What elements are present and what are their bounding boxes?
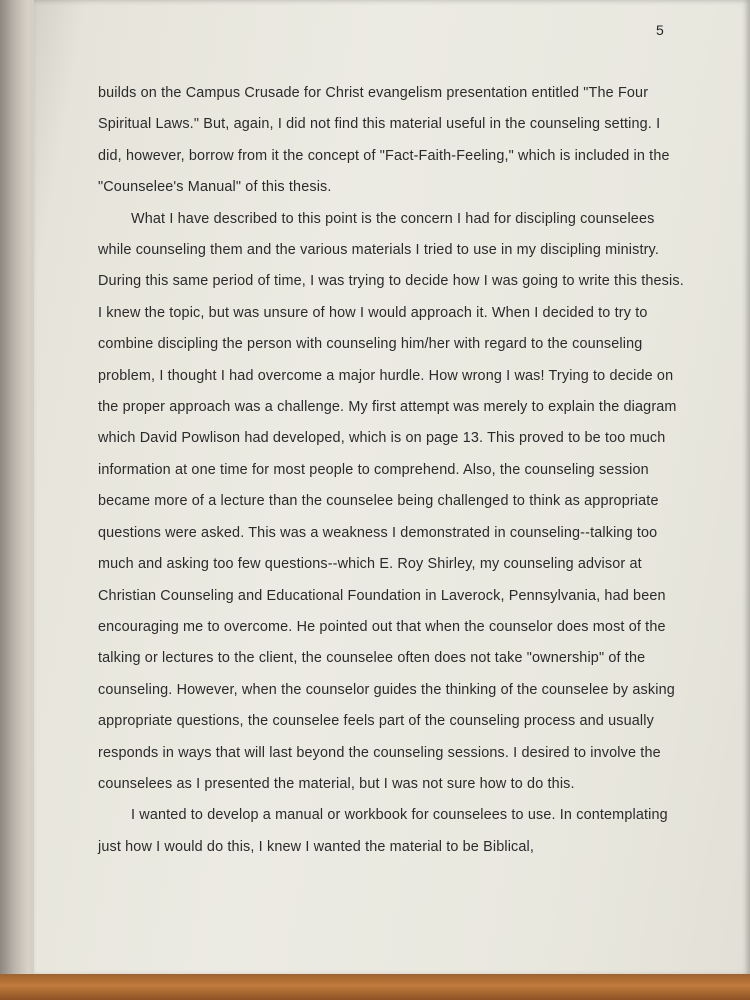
paragraph-2: What I have described to this point is the concern I had for discipling counselees while counseling them and the various materials I tried to use in my discipling ministry. During this same period of time, I was trying to decide how I was going to write this thesis. I knew the topic, but was unsure of how I would approach it. When I decided to try to combine discipling the person with counseling him/her with regard to the counseling problem, I thought I had overcome a major hurdle. How wrong I was! Trying to decide on the proper approach was a challenge. My first attempt was merely to explain the diagram which David Powlison had developed, which is on page 13. This proved to be too much information at one time for most people to comprehend. Also, the counseling session became more of a lecture than the counselee being challenged to think as appropriate questions were asked. This was a weakness I demonstrated in counseling--talking too much and asking too few questions--which E. Roy Shirley, my counseling advisor at Christian Counseling and Educational Foundation in Laverock, Pennsylvania, had been encouraging me to overcome. He pointed out that when the counselor does most of the talking or lectures to the client, the counselee often does not take "ownership" of the counseling. However, when the counselor guides the thinking of the counselee by asking appropriate questions, the counselee feels part of the counseling process and usually responds in ways that will last beyond the counseling sessions. I desired to involve the counselees as I presented the material, but I was not sure how to do this.	[98, 210, 684, 792]
desk-surface	[0, 974, 750, 1000]
body-text	[98, 78, 684, 863]
document-page	[34, 0, 750, 976]
paragraph-1: builds on the Campus Crusade for Christ evangelism presentation entitled "The Four Spiritual Laws." But, again, I did not find this material useful in the counseling setting. I did, however, borrow from it the concept of "Fact-Faith-Feeling," which is included in the "Counselee's Manual" of this thesis.	[98, 85, 670, 196]
paragraph-3: I wanted to develop a manual or workbook for counselees to use. In contemplating just how I would do this, I knew I wanted the material to be Biblical,	[98, 807, 668, 855]
page-number: 5	[656, 22, 664, 38]
